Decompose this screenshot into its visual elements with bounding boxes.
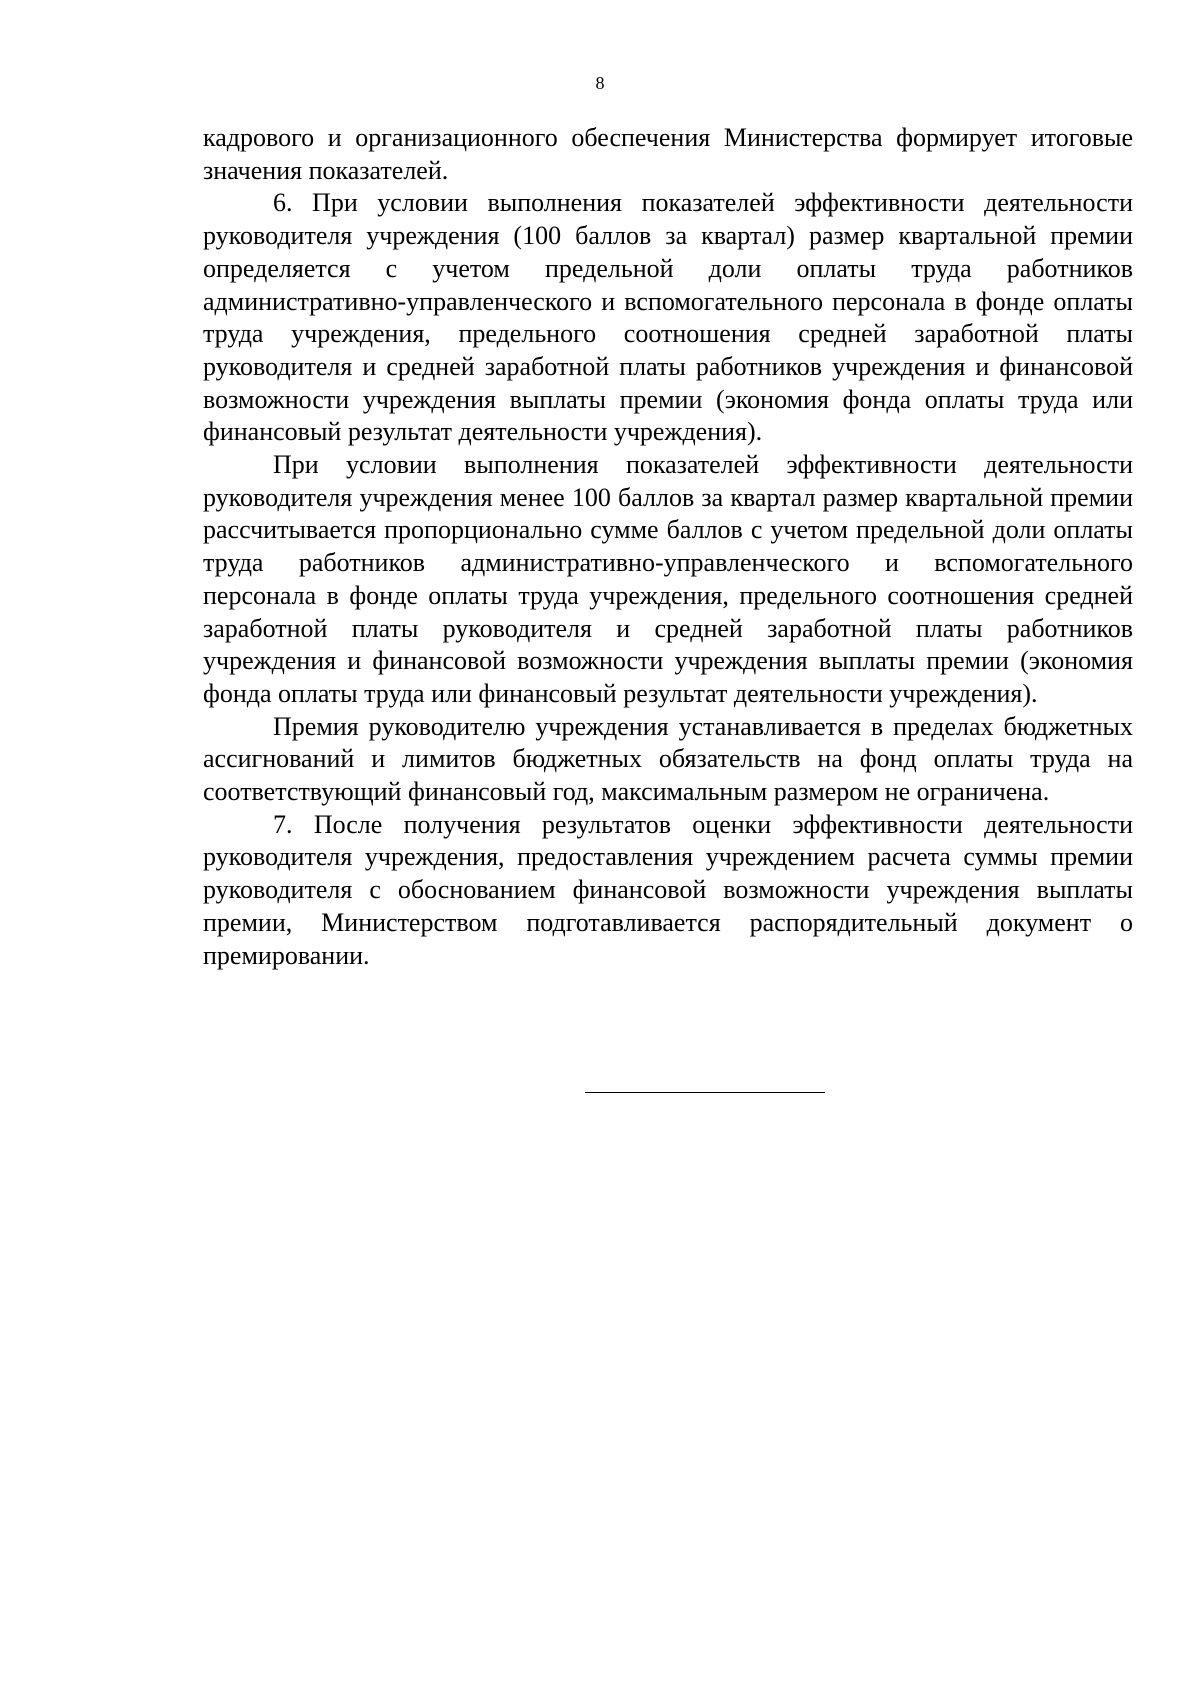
end-separator-line xyxy=(585,1092,825,1093)
paragraph-below-100-points: При условии выполнения показателей эффективности деятельности руководителя учреждения менее 100 баллов за квартал размер квартальной премии рассчитывается пропорционально сумме баллов с учетом предельной доли оплаты труда работников административно-управленческого и вспомогательного персонала в фонде оплаты труда учреждения, предельного соотношения средней заработной платы руководителя и средней заработной платы работников учреждения и финансовой возможности учреждения выплаты премии (экономия фонда оплаты труда или финансовый результат деятельности учреждения). xyxy=(203,450,1133,708)
page-number: 8 xyxy=(595,73,605,93)
paragraph-item-7: 7. После получения результатов оценки эффективности деятельности руководителя учреждения, предоставления учреждением расчета суммы премии руководителя с обоснованием финансовой возможности учреждения выплаты премии, Министерством подготавливается распорядительный документ о премировании. xyxy=(203,809,1133,970)
paragraph-item-6: 6. При условии выполнения показателей эффективности деятельности руководителя учреждения (100 баллов за квартал) размер квартальной премии определяется с учетом предельной доли оплаты труда работников административно-управленческого и вспомогательного персонала в фонде оплаты труда учреждения, предельного соотношения средней заработной платы руководителя и средней заработной платы работников учреждения и финансовой возможности учреждения выплаты премии (экономия фонда оплаты труда или финансовый результат деятельности учреждения). xyxy=(203,188,1133,447)
document-body xyxy=(203,122,1133,972)
paragraph-continuation: кадрового и организационного обеспечения Министерства формирует итоговые значения показателей. xyxy=(203,123,1133,185)
paragraph-bonus-limits: Премия руководителю учреждения устанавливается в пределах бюджетных ассигнований и лимитов бюджетных обязательств на фонд оплаты труда на соответствующий финансовый год, максимальным размером не ограничена. xyxy=(203,711,1133,807)
